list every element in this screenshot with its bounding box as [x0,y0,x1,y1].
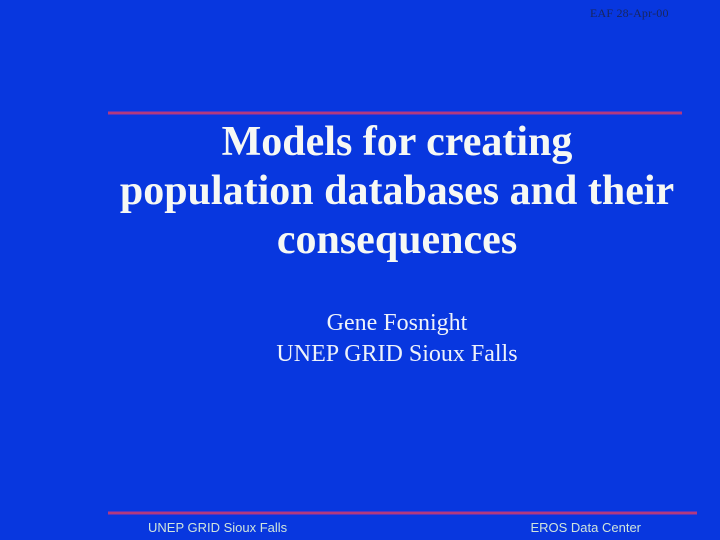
footer-divider-line [108,511,697,515]
slide-title [107,118,687,265]
slide-title-line-1: Models for creating [221,119,573,165]
slide-footer [108,520,697,535]
title-divider-line [108,111,682,115]
footer-right-text: EROS Data Center [530,520,641,535]
footer-left-text: UNEP GRID Sioux Falls [148,520,288,535]
slide-subtitle-author: Gene Fosnight [326,310,468,336]
slide-subtitle [107,308,687,370]
slide-subtitle-organization: UNEP GRID Sioux Falls [276,341,518,367]
slide-title-line-3: consequences [276,217,518,263]
slide-date-stamp: EAF 28-Apr-00 [590,6,669,20]
slide-title-line-2: population databases and their [119,168,675,214]
